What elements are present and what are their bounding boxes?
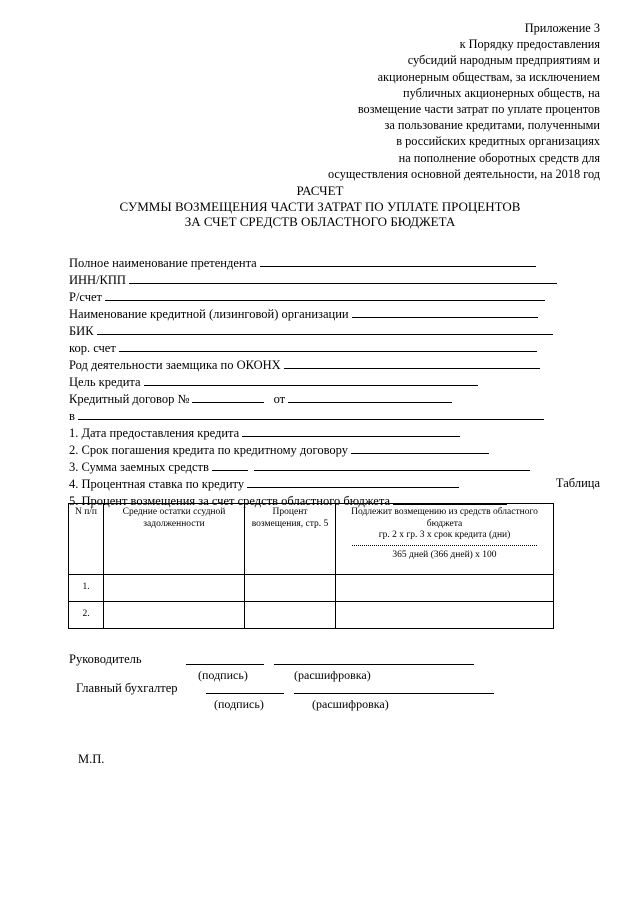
agreement-label: Кредитный договор № (69, 392, 190, 406)
purpose-field (69, 375, 478, 389)
table-header-row (69, 504, 554, 575)
agreement-date-blank[interactable] (288, 392, 452, 403)
appendix-line: акционерным обществам, за исключением (377, 69, 600, 84)
account-field (69, 290, 545, 304)
purpose-label: Цель кредита (69, 375, 141, 389)
item3-label: 3. Сумма заемных средств (69, 460, 209, 474)
corr-account-blank[interactable] (119, 341, 537, 352)
document-title (0, 183, 640, 230)
accountant-signature-caption: (подпись) (214, 697, 264, 711)
title-line: ЗА СЧЕТ СРЕДСТВ ОБЛАСТНОГО БЮДЖЕТА (184, 214, 456, 229)
item2-label: 2. Срок погашения кредита по кредитному договору (69, 443, 348, 457)
table-cell[interactable] (104, 602, 245, 629)
corr-account-field (69, 341, 537, 355)
item3-field (69, 460, 530, 474)
table-cell[interactable] (336, 575, 554, 602)
head-decoding-caption: (расшифровка) (294, 668, 371, 682)
agreement-number-blank[interactable] (192, 392, 264, 403)
appendix-line: субсидий народным предприятиям и (407, 53, 600, 68)
bik-field (69, 324, 553, 338)
item1-label: 1. Дата предоставления кредита (69, 426, 240, 440)
credit-org-field (69, 307, 538, 321)
credit-org-label: Наименование кредитной (лизинговой) организации (69, 307, 349, 321)
accountant-decoding-caption: (расшифровка) (312, 697, 389, 711)
calculation-table (68, 503, 554, 629)
okonh-label: Род деятельности заемщика по ОКОНХ (69, 358, 281, 372)
item1-field (69, 426, 460, 440)
item1-blank[interactable] (242, 426, 460, 437)
in-blank[interactable] (78, 409, 544, 420)
agreement-from-label: от (273, 392, 286, 406)
applicant-blank[interactable] (260, 256, 536, 267)
appendix-line: публичных акционерных обществ, на (403, 85, 600, 100)
inn-label: ИНН/КПП (69, 273, 126, 287)
appendix-line: на пополнение оборотных средств для (398, 150, 600, 165)
item4-blank[interactable] (247, 477, 459, 488)
header-subsidy (336, 504, 554, 575)
appendix-line: Приложение 3 (524, 21, 600, 35)
header-balance: Средние остатки ссудной задолженности (104, 504, 245, 575)
appendix-line: осуществления основной деятельности, на 2018 год (327, 166, 600, 181)
bik-label: БИК (69, 324, 94, 338)
row-number: 1. (69, 575, 104, 602)
credit-org-blank[interactable] (352, 307, 538, 318)
title-line: СУММЫ ВОЗМЕЩЕНИЯ ЧАСТИ ЗАТРАТ ПО УПЛАТЕ ПРОЦЕНТОВ (119, 198, 521, 214)
head-decoding-line[interactable] (274, 664, 474, 665)
account-blank[interactable] (105, 290, 545, 301)
item2-blank[interactable] (351, 443, 489, 454)
in-label: в (69, 409, 75, 423)
table-row (69, 602, 554, 629)
item4-field (69, 477, 459, 491)
accountant-decoding-line[interactable] (294, 693, 494, 694)
applicant-label: Полное наименование претендента (69, 256, 257, 270)
corr-account-label: кор. счет (69, 341, 116, 355)
item4-label: 4. Процентная ставка по кредиту (69, 477, 245, 491)
agreement-field (69, 392, 452, 406)
appendix-header (260, 20, 600, 182)
head-signature-line[interactable] (186, 664, 264, 665)
okonh-field (69, 358, 540, 372)
head-signature-caption: (подпись) (198, 668, 248, 682)
appendix-line: в российских кредитных организациях (396, 134, 600, 149)
title-line: РАСЧЕТ (296, 183, 344, 198)
bik-blank[interactable] (97, 324, 553, 335)
formula-divider (352, 545, 537, 546)
table-cell[interactable] (104, 575, 245, 602)
table-cell[interactable] (336, 602, 554, 629)
table-cell[interactable] (245, 602, 336, 629)
item5-label: 5. Процент возмещения за счет средств областного бюджета (69, 494, 390, 508)
table-cell[interactable] (245, 575, 336, 602)
head-label: Руководитель (69, 652, 142, 666)
item3-blank-short[interactable] (212, 460, 248, 471)
header-num: N п/п (69, 504, 104, 575)
appendix-line: возмещение части затрат по уплате процентов (357, 102, 600, 117)
header-percent: Процент возмещения, стр. 5 (245, 504, 336, 575)
inn-field (69, 273, 557, 287)
row-number: 2. (69, 602, 104, 629)
accountant-signature-line[interactable] (206, 693, 284, 694)
accountant-label: Главный бухгалтер (76, 681, 178, 695)
stamp-label: М.П. (78, 752, 105, 766)
appendix-line: за пользование кредитами, полученными (384, 118, 600, 133)
header-subsidy-text: Подлежит возмещению из средств областного бюджета (351, 507, 538, 529)
item3-blank-long[interactable] (254, 460, 530, 471)
table-caption: Таблица (555, 476, 600, 490)
appendix-line: к Порядку предоставления (459, 37, 600, 52)
applicant-field (69, 256, 536, 270)
inn-blank[interactable] (129, 273, 557, 284)
formula-denominator: 365 дней (366 дней) x 100 (392, 549, 497, 560)
in-field (69, 409, 544, 423)
account-label: Р/счет (69, 290, 103, 304)
purpose-blank[interactable] (144, 375, 478, 386)
table-row (69, 575, 554, 602)
item2-field (69, 443, 489, 457)
okonh-blank[interactable] (284, 358, 540, 369)
formula-numerator: гр. 2 x гр. 3 x срок кредита (дни) (378, 530, 511, 540)
